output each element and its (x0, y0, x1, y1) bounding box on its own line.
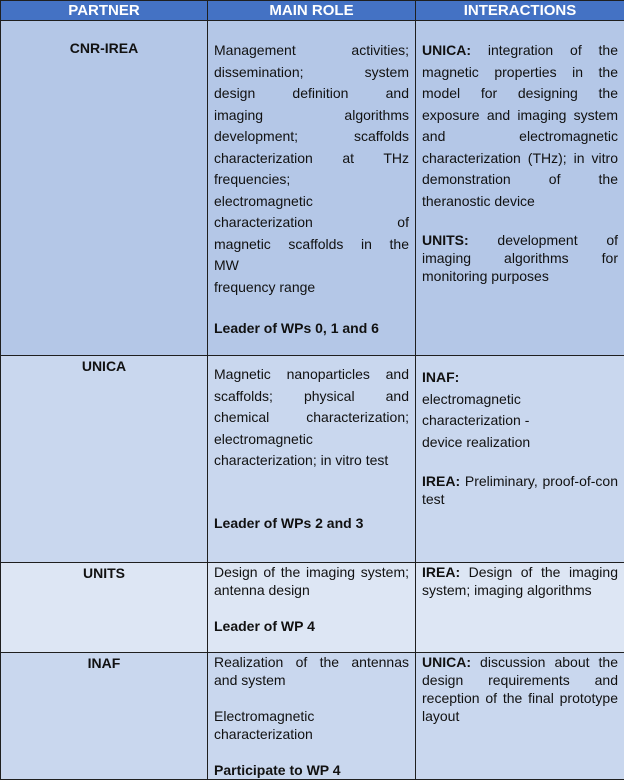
interactions-cell (416, 356, 624, 563)
interaction-text: discussion about the design requirements and reception of the final prototype layout (422, 654, 618, 724)
partner-name: INAF (1, 653, 207, 675)
interaction-entry (422, 40, 618, 212)
role-line: Management activities; (214, 40, 409, 62)
partner-cell (1, 653, 208, 780)
interaction-entry (422, 563, 618, 599)
role-line: electromagnetic (214, 191, 409, 213)
interaction-text: integration of the magnetic properties in the model for designing the exposure and imaging system and electromagnetic characterization (THz); in vitro demonstration of the theranostic device (422, 42, 618, 209)
main-role-cell (208, 356, 416, 563)
partner-name: UNICA (1, 356, 207, 378)
header-row (1, 1, 624, 21)
interactions-cell (416, 563, 624, 653)
role-line: frequency range (214, 277, 409, 299)
interactions-cell (416, 653, 624, 780)
role-text-2: Electromagnetic characterization (214, 707, 334, 743)
role-text: Realization of the antennas and system (214, 653, 409, 689)
interactions-cell (416, 21, 624, 356)
interaction-partner: INAF: (422, 367, 618, 389)
interaction-partner: UNICA: (422, 42, 471, 58)
role-leader: Leader of WPs 0, 1 and 6 (214, 318, 409, 340)
main-role-cell (208, 21, 416, 356)
partner-name: CNR-IREA (1, 21, 207, 60)
role-line: magnetic scaffolds in the (214, 234, 409, 256)
role-line: frequencies; (214, 169, 409, 191)
partner-name: UNITS (1, 563, 207, 585)
interaction-text: electromagnetic characterization - device realization (422, 389, 572, 454)
table-row-unica (1, 356, 624, 563)
role-line: dissemination; system (214, 62, 409, 84)
role-text: Magnetic nanoparticles and scaffolds; physical and chemical characterization; electromagnetic characterization; in vitro test (214, 364, 409, 472)
main-role-cell (208, 563, 416, 653)
interaction-partner: IREA: (422, 473, 460, 489)
main-role-cell (208, 653, 416, 780)
interaction-partner: UNICA: (422, 654, 471, 670)
role-line: design definition and (214, 83, 409, 105)
role-text: Design of the imaging system; antenna design (214, 563, 409, 599)
interaction-text: development of imaging algorithms for monitoring purposes (422, 232, 618, 284)
role-leader: Leader of WP 4 (214, 617, 409, 635)
partner-cell (1, 356, 208, 563)
interaction-partner: UNITS: (422, 232, 469, 248)
interaction-text: Preliminary, proof-of-con test (422, 473, 618, 507)
interaction-entry (422, 231, 618, 285)
interaction-partner: IREA: (422, 564, 460, 580)
partner-cell (1, 563, 208, 653)
header-main-role: MAIN ROLE (208, 1, 416, 21)
role-line: imaging algorithms (214, 105, 409, 127)
role-line: characterization of (214, 212, 409, 234)
interaction-text: Design of the imaging system; imaging algorithms (422, 564, 618, 598)
interaction-entry (422, 653, 618, 725)
header-interactions: INTERACTIONS (416, 1, 624, 21)
role-line: characterization at THz (214, 148, 409, 170)
role-leader: Participate to WP 4 (214, 761, 409, 779)
role-line: MW (214, 255, 409, 277)
role-leader: Leader of WPs 2 and 3 (214, 513, 409, 535)
role-line: development; scaffolds (214, 126, 409, 148)
table-row-units (1, 563, 624, 653)
table-row-cnr-irea (1, 21, 624, 356)
table-row-inaf (1, 653, 624, 780)
header-partner: PARTNER (1, 1, 208, 21)
interaction-entry (422, 472, 618, 508)
partner-cell (1, 21, 208, 356)
